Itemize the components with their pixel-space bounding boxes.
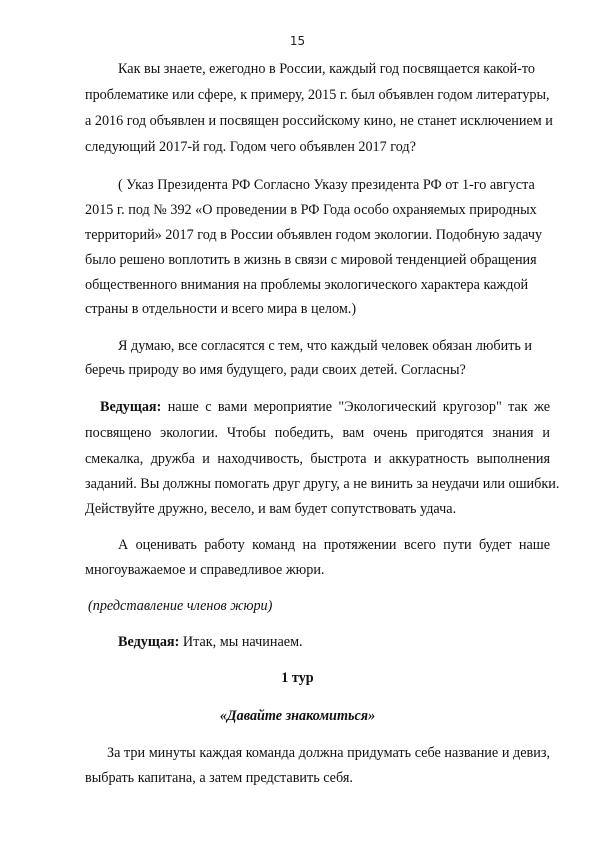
text-line: выбрать капитана, а затем представить себя. bbox=[85, 770, 353, 786]
text-line: 2015 г. под № 392 «О проведении в РФ Года особо охраняемых природных bbox=[85, 202, 537, 218]
text-line: было решено воплотить в жизнь в связи с мировой тенденцией обращения bbox=[85, 252, 537, 268]
speaker-label: Ведущая: bbox=[118, 634, 180, 650]
text-fragment: наше с вами мероприятие "Экологический кругозор" так же bbox=[167, 399, 550, 415]
text-line: многоуважаемое и справедливое жюри. bbox=[85, 562, 325, 578]
text-line: А оценивать работу команд на протяжении всего пути будет наше bbox=[118, 537, 550, 553]
text-line: а 2016 год объявлен и посвящен российскому кино, не станет исключением и bbox=[85, 113, 553, 129]
text-line: общественного внимания на проблемы экологического характера каждой bbox=[85, 277, 529, 293]
text-line: территорий» 2017 год в России объявлен годом экологии. Подобную задачу bbox=[85, 227, 543, 243]
text-line: беречь природу во имя будущего, ради своих детей. Согласны? bbox=[85, 362, 466, 378]
speaker-line bbox=[118, 634, 303, 650]
text-line: посвящено экологии. Чтобы победить, вам очень пригодятся знания и bbox=[85, 425, 550, 441]
text-line: Я думаю, все согласятся с тем, что каждый человек обязан любить и bbox=[118, 338, 533, 354]
text-line: Как вы знаете, ежегодно в России, каждый год посвящается какой-то bbox=[118, 61, 535, 77]
text-line: следующий 2017-й год. Годом чего объявлен 2017 год? bbox=[85, 139, 416, 155]
stage-direction: (представление членов жюри) bbox=[88, 598, 273, 614]
text-line: смекалка, дружба и находчивость, быстрота и аккуратность выполнения bbox=[85, 451, 550, 467]
text-line: проблематике или сфере, к примеру, 2015 г. был объявлен годом литературы, bbox=[85, 87, 550, 103]
round-title: «Давайте знакомиться» bbox=[219, 708, 376, 724]
text-line: заданий. Вы должны помогать друг другу, а не винить за неудачи или ошибки. bbox=[85, 476, 560, 492]
text-line: Действуйте дружно, весело, и вам будет сопутствовать удача. bbox=[85, 501, 457, 517]
text-fragment: Итак, мы начинаем. bbox=[182, 634, 303, 650]
speaker-label: Ведущая: bbox=[100, 399, 162, 415]
round-heading: 1 тур bbox=[281, 670, 314, 686]
text-line: страны в отдельности и всего мира в целом.) bbox=[85, 301, 357, 317]
text-line: ( Указ Президента РФ Согласно Указу президента РФ от 1-го августа bbox=[118, 177, 535, 193]
speaker-line bbox=[100, 399, 550, 415]
page-number: 15 bbox=[289, 34, 306, 48]
text-line: За три минуты каждая команда должна придумать себе название и девиз, bbox=[107, 745, 550, 761]
